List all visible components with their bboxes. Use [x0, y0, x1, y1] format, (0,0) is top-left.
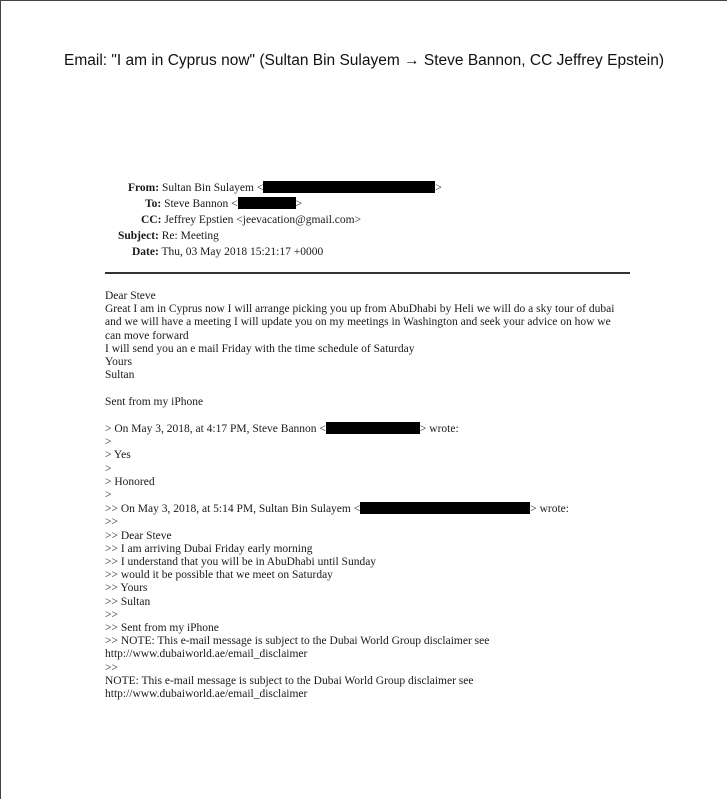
quote-line: >> NOTE: This e-mail message is subject to the Dubai World Group disclaimer see [105, 635, 490, 648]
body-line: Yours [105, 356, 132, 369]
quote-line: NOTE: This e-mail message is subject to the Dubai World Group disclaimer see [105, 674, 474, 687]
from-value: Sultan Bin Sulayem < [161, 182, 264, 194]
redaction-box [360, 502, 530, 514]
quote-line: >> Dear Steve [105, 529, 172, 542]
quote-text: > wrote: [419, 423, 459, 435]
quote-line: > Honored [105, 475, 155, 488]
quote-line: > [105, 436, 112, 449]
quote-text: > On May 3, 2018, at 4:17 PM, Steve Bannon < [105, 423, 326, 435]
to-line [145, 196, 302, 212]
quote-line: > [105, 462, 112, 475]
redaction-box [238, 197, 296, 209]
cc-value: Jeffrey Epstien <jeevacation@gmail.com> [164, 214, 362, 226]
body-line: and we will have a meeting I will update you on my meetings in Washington and seek your advice on how we [105, 316, 611, 329]
quote-line: >> Sent from my iPhone [105, 622, 219, 635]
quote-line: >> I am arriving Dubai Friday early morning [105, 542, 313, 555]
subject-line [118, 228, 219, 244]
sent-line: Sent from my iPhone [105, 395, 204, 408]
from-label: From: [128, 182, 160, 194]
disclaimer-link[interactable]: http://www.dubaiworld.ae/email_disclaimer [105, 688, 308, 701]
from-line [128, 180, 442, 196]
body-line: Dear Steve [105, 290, 156, 302]
quote-line [105, 422, 645, 436]
to-tail: > [295, 198, 303, 210]
spacer [105, 382, 645, 395]
subject-value: Re: Meeting [161, 230, 219, 242]
subject-label: Subject: [118, 230, 159, 242]
quote-line: >> I understand that you will be in AbuDhabi until Sunday [105, 556, 377, 569]
header-divider [105, 272, 630, 274]
date-line [132, 244, 323, 260]
quote-line: >> [105, 661, 118, 674]
quote-line: >> [105, 608, 118, 621]
disclaimer-link[interactable]: http://www.dubaiworld.ae/email_disclaimer [105, 648, 308, 661]
date-label: Date: [132, 246, 159, 258]
quote-line: > Yes [105, 449, 131, 462]
email-body [105, 290, 645, 701]
quote-line: >> would it be possible that we meet on Saturday [105, 569, 333, 582]
redaction-box [326, 422, 420, 434]
date-value: Thu, 03 May 2018 15:21:17 +0000 [161, 246, 324, 258]
quote-line: >> [105, 516, 118, 529]
quote-line: > [105, 489, 112, 502]
redaction-box [263, 181, 435, 193]
quote-line [105, 502, 645, 516]
to-label: To: [145, 198, 162, 210]
quote-text: >> On May 3, 2018, at 5:14 PM, Sultan Bin Sulayem < [105, 503, 361, 516]
body-line: Great I am in Cyprus now I will arrange picking you up from AbuDhabi by Heli we will do a sky tour of dubai [105, 303, 615, 316]
spacer [105, 409, 645, 422]
to-value: Steve Bannon < [164, 198, 238, 210]
quote-line: >> Yours [105, 582, 148, 595]
body-line: I will send you an e mail Friday with the time schedule of Saturday [105, 342, 415, 355]
page-title: Email: "I am in Cyprus now" (Sultan Bin Sulayem → Steve Bannon, CC Jeffrey Epstein) [64, 52, 664, 69]
cc-line [141, 212, 361, 228]
body-line: can move forward [105, 329, 189, 342]
quote-text: > wrote: [530, 503, 569, 516]
body-line: Sultan [105, 369, 135, 382]
quote-line: >> Sultan [105, 595, 151, 608]
from-tail: > [435, 182, 442, 194]
cc-label: CC: [141, 214, 162, 226]
